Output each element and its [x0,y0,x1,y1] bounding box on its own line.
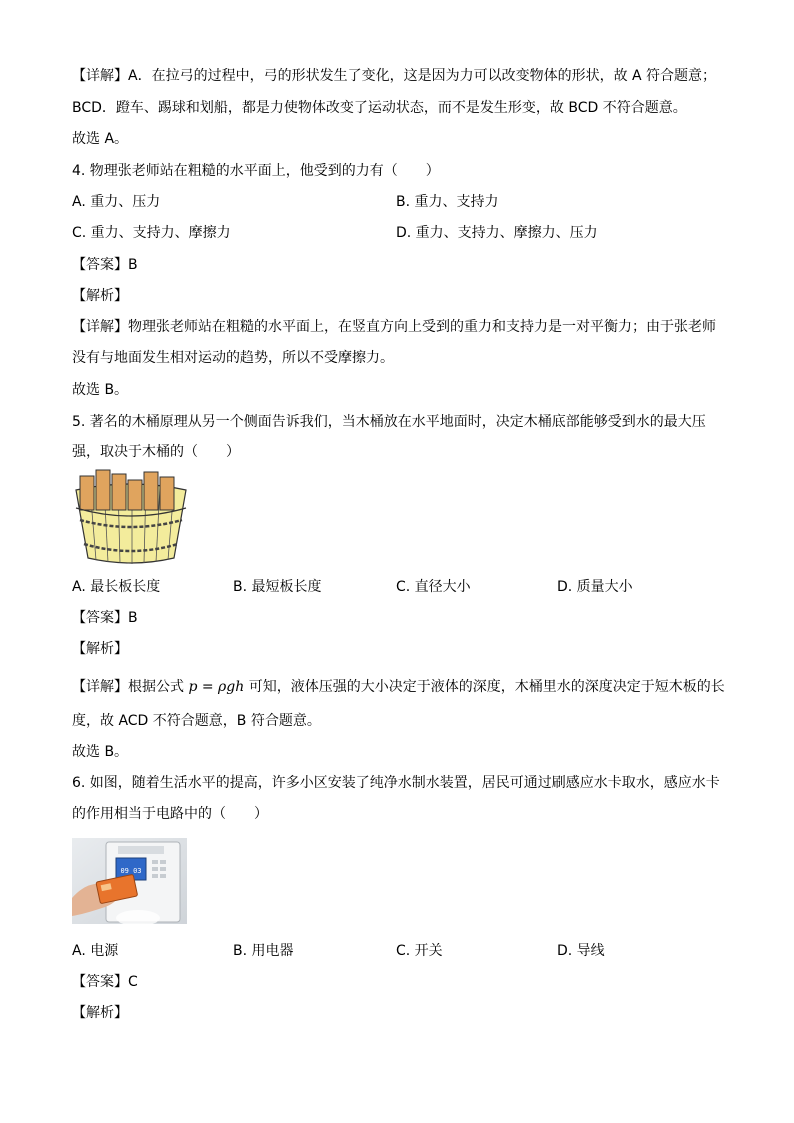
q5-detail-suffix: 可知，液体压强的大小决定于液体的深度，木桶里水的深度决定于短木板的长 [248,679,725,695]
machine-display-text: 09 03 [120,867,142,875]
q5-stem-line-1: 5. 著名的木桶原理从另一个侧面告诉我们，当木桶放在水平地面时，决定木桶底部能够受到水的最大压 [72,414,706,430]
q5-answer: 【答案】B [72,610,138,626]
q5-stem-line-2: 强，取决于木桶的（ ） [72,444,240,460]
q5-analysis-heading: 【解析】 [72,641,128,657]
plank-6 [160,477,174,510]
q6-option-c: C. 开关 [396,943,443,959]
q5-option-c: C. 直径大小 [396,579,471,595]
q4-choose: 故选 B。 [72,382,129,398]
q5-option-b: B. 最短板长度 [233,579,322,595]
q6-option-b: B. 用电器 [233,943,294,959]
q5-detail-line-1 [72,677,725,697]
plank-short [128,480,142,510]
plank-1 [80,476,94,510]
q6-option-a: A. 电源 [72,943,119,959]
plank-5 [144,472,158,510]
q5-detail-prefix: 【详解】根据公式 [72,679,184,695]
q6-stem-line-2: 的作用相当于电路中的（ ） [72,806,268,822]
plank-3 [112,474,126,510]
q4-option-d: D. 重力、支持力、摩擦力、压力 [396,225,598,241]
pressure-formula: p = ρgh [188,679,245,695]
q5-option-d: D. 质量大小 [557,579,633,595]
q3-detail-line-1: 【详解】A．在拉弓的过程中，弓的形状发生了变化，这是因为力可以改变物体的形状，故 A 符合题意； [72,68,717,84]
q4-option-c: C. 重力、支持力、摩擦力 [72,225,231,241]
q6-analysis-heading: 【解析】 [72,1005,128,1021]
q4-detail-line-2: 没有与地面发生相对运动的趋势，所以不受摩擦力。 [72,350,394,366]
q5-option-a: A. 最长板长度 [72,579,161,595]
q3-choose: 故选 A。 [72,131,129,147]
wooden-bucket-figure [74,468,188,568]
q4-answer: 【答案】B [72,257,138,273]
q4-stem: 4. 物理张老师站在粗糙的水平面上，他受到的力有（ ） [72,163,440,179]
q5-choose: 故选 B。 [72,744,129,760]
plank-2 [96,470,110,510]
q5-detail-line-2: 度，故 ACD 不符合题意，B 符合题意。 [72,713,321,729]
q4-option-a: A. 重力、压力 [72,194,161,210]
q3-detail-line-2: BCD．蹬车、踢球和划船，都是力使物体改变了运动状态，而不是发生形变，故 BCD 不符合题意。 [72,100,687,116]
q6-option-d: D. 导线 [557,943,605,959]
q4-detail-line-1: 【详解】物理张老师站在粗糙的水平面上，在竖直方向上受到的重力和支持力是一对平衡力；由于张老师 [72,319,716,335]
q4-analysis-heading: 【解析】 [72,288,128,304]
water-card-machine-photo [72,838,187,924]
q6-answer: 【答案】C [72,974,138,990]
q4-option-b: B. 重力、支持力 [396,194,499,210]
q6-stem-line-1: 6. 如图，随着生活水平的提高，许多小区安装了纯净水制水装置，居民可通过刷感应水卡取水，感应水卡 [72,775,720,791]
